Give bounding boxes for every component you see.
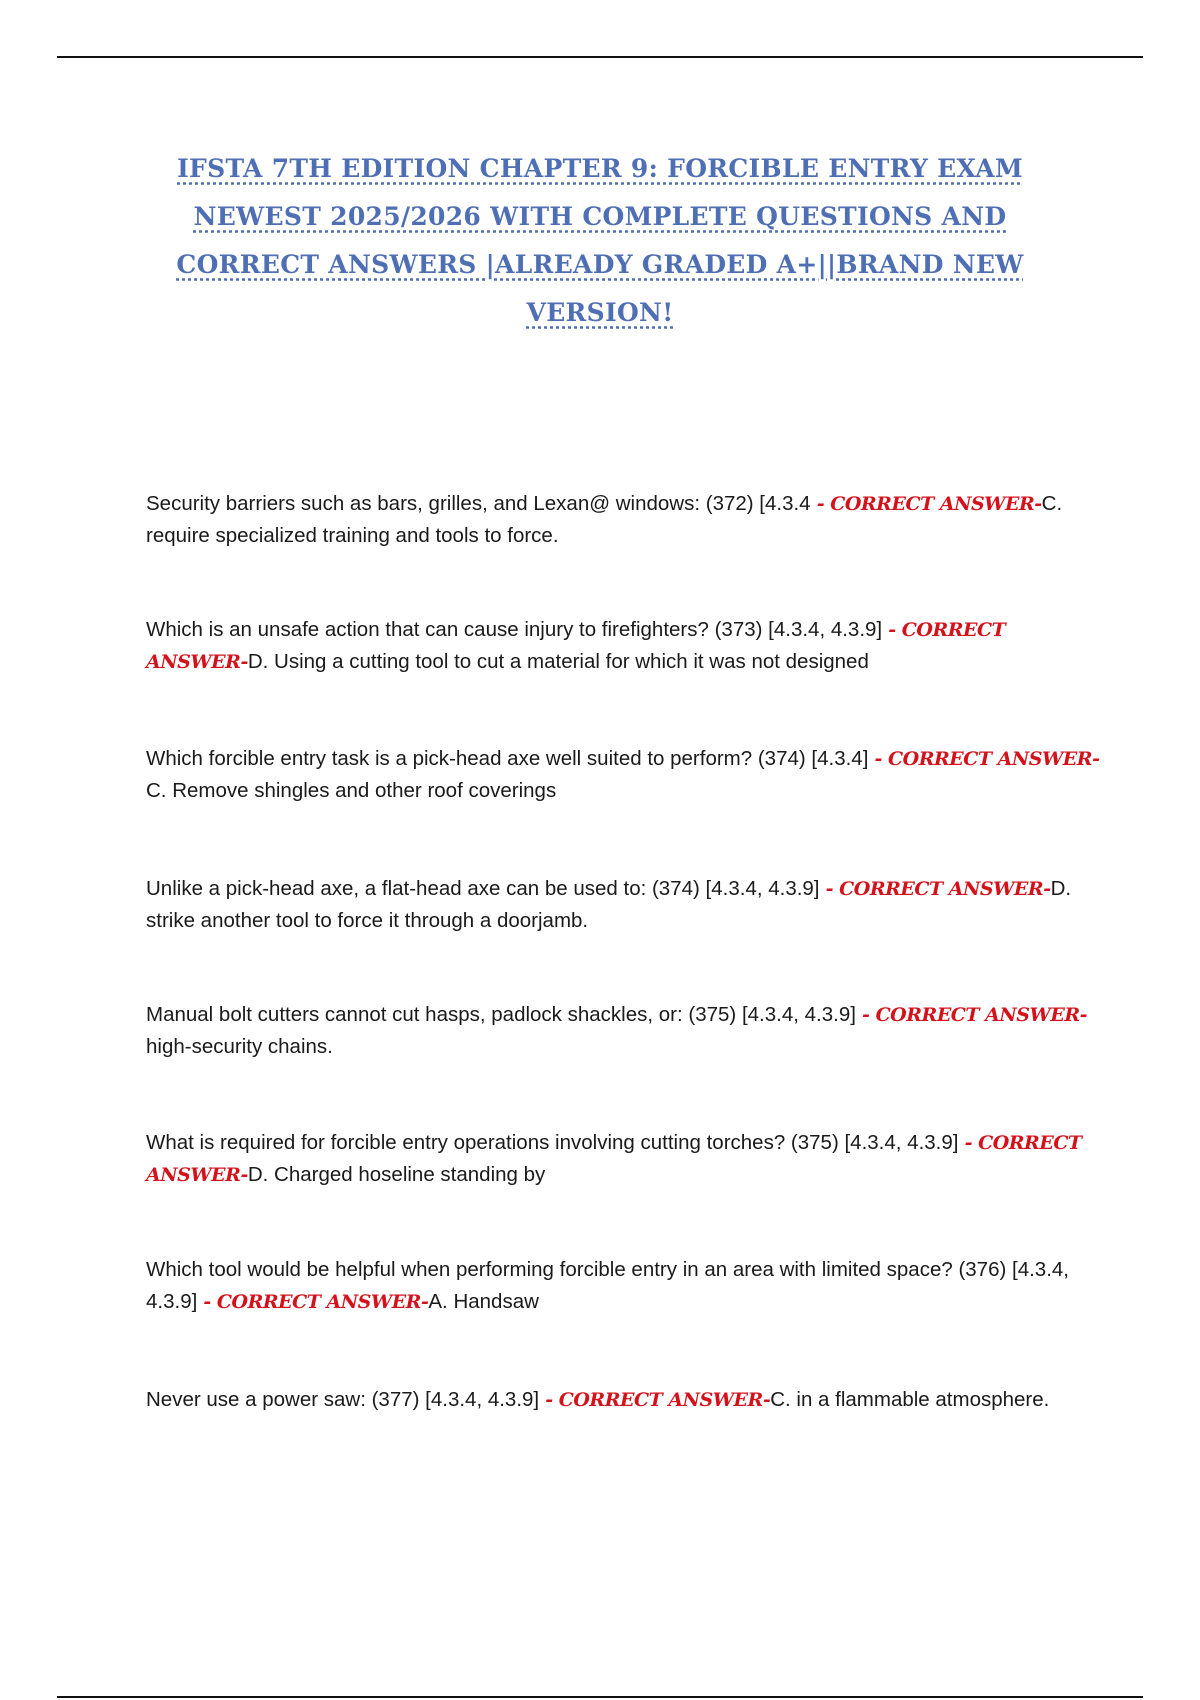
- qa-item-6: [146, 1127, 1101, 1191]
- correct-answer-marker: CORRECT ANSWER: [888, 748, 1093, 770]
- separator: -: [810, 493, 831, 515]
- correct-answer-marker: CORRECT ANSWER: [216, 1291, 421, 1313]
- answer-dash: -: [240, 1164, 248, 1186]
- question-text: Manual bolt cutters cannot cut hasps, padlock shackles, or: (375) [4.3.4, 4.3.9]: [146, 1003, 856, 1026]
- qa-item-8: [146, 1384, 1101, 1416]
- header-rule: [57, 56, 1143, 58]
- question-text: Which tool would be helpful when performing forcible entry in an area with limited space? (376) [4.3.4, 4.3.9]: [146, 1258, 1069, 1313]
- correct-answer-marker: CORRECT ANSWER: [146, 619, 1006, 673]
- qa-item-2: [146, 614, 1101, 678]
- answer-text: C. require specialized training and tools to force.: [146, 492, 1063, 547]
- separator: -: [855, 1004, 876, 1026]
- answer-text: C. in a flammable atmosphere.: [770, 1388, 1050, 1411]
- answer-dash: -: [762, 1389, 771, 1411]
- correct-answer-marker: CORRECT ANSWER: [830, 493, 1035, 515]
- answer-dash: -: [1079, 1004, 1088, 1026]
- answer-dash: -: [1092, 748, 1100, 770]
- answer-text: D. strike another tool to force it through a doorjamb.: [146, 877, 1072, 932]
- qa-item-3: [146, 743, 1101, 807]
- separator: -: [868, 748, 889, 770]
- qa-item-1: [146, 488, 1101, 552]
- correct-answer-marker: CORRECT ANSWER: [146, 1132, 1082, 1186]
- question-text: Security barriers such as bars, grilles, and Lexan@ windows: (372) [4.3.4: [146, 492, 811, 515]
- answer-text: D. Using a cutting tool to cut a material for which it was not designed: [247, 650, 869, 673]
- question-text: Unlike a pick-head axe, a flat-head axe can be used to: (374) [4.3.4, 4.3.9]: [146, 877, 820, 900]
- qa-item-7: [146, 1254, 1101, 1318]
- answer-dash: -: [1043, 878, 1051, 900]
- separator: -: [197, 1291, 217, 1313]
- answer-dash: -: [240, 651, 248, 673]
- document-title: IFSTA 7TH EDITION CHAPTER 9: FORCIBLE ENTRY EXAM NEWEST 2025/2026 WITH COMPLETE QUESTIONS AND CORRECT ANSWERS |ALREADY GRADED A+||BRAND NEW VERSION!: [176, 154, 1024, 327]
- question-text: Never use a power saw: (377) [4.3.4, 4.3.9]: [146, 1388, 540, 1411]
- qa-item-4: [146, 873, 1101, 937]
- answer-text: high-security chains.: [146, 1035, 333, 1058]
- answer-text: A. Handsaw: [428, 1290, 539, 1313]
- answer-dash: -: [420, 1291, 429, 1313]
- qa-item-5: [146, 999, 1101, 1063]
- separator: -: [882, 619, 902, 641]
- question-text: What is required for forcible entry operations involving cutting torches? (375) [4.3.4, 4.3.9]: [146, 1131, 959, 1154]
- separator: -: [958, 1132, 979, 1154]
- correct-answer-marker: CORRECT ANSWER: [875, 1004, 1080, 1026]
- correct-answer-marker: CORRECT ANSWER: [839, 878, 1044, 900]
- footer-rule: [57, 1696, 1143, 1698]
- separator: -: [539, 1389, 559, 1411]
- question-text: Which forcible entry task is a pick-head axe well suited to perform? (374) [4.3.4]: [146, 747, 869, 770]
- answer-text: C. Remove shingles and other roof coverings: [146, 779, 557, 802]
- separator: -: [819, 878, 840, 900]
- correct-answer-marker: CORRECT ANSWER: [558, 1389, 763, 1411]
- question-text: Which is an unsafe action that can cause injury to firefighters? (373) [4.3.4, 4.3.9]: [146, 618, 883, 641]
- answer-dash: -: [1034, 493, 1042, 515]
- answer-text: D. Charged hoseline standing by: [247, 1163, 546, 1186]
